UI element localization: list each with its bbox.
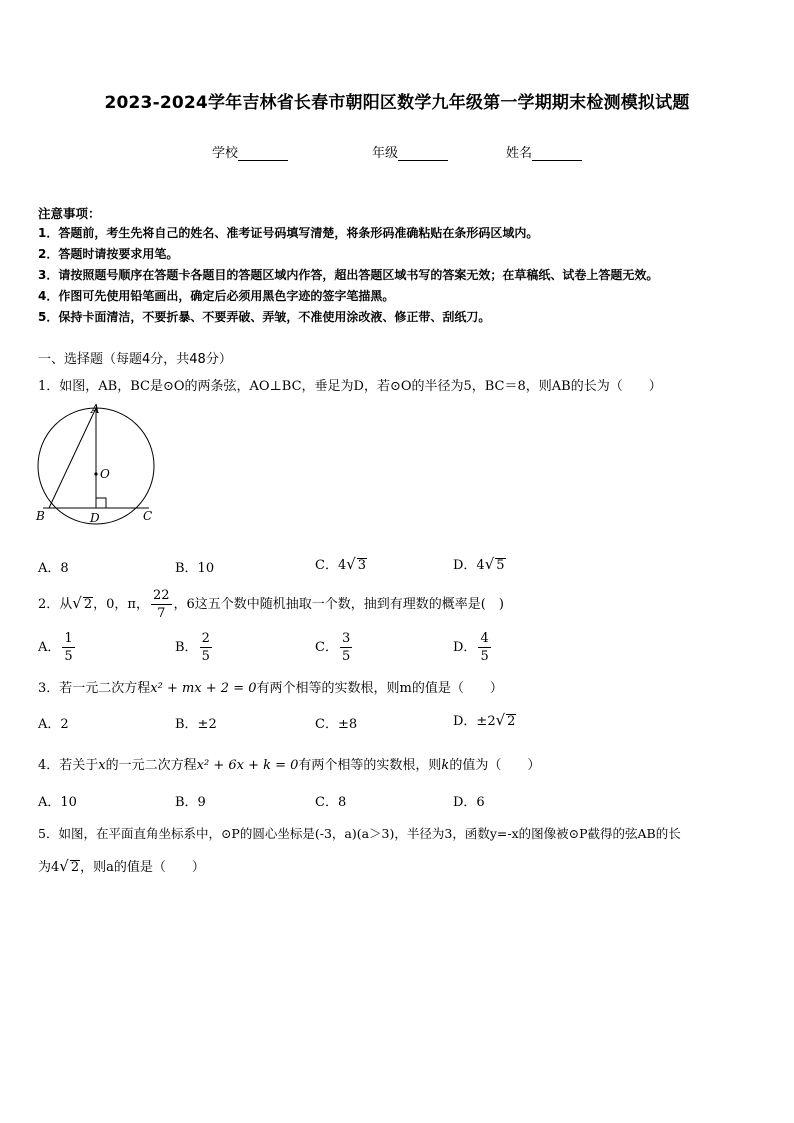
- q3-option-a[interactable]: A．2: [38, 717, 69, 732]
- q2-opt-label: A．: [38, 640, 61, 655]
- q2-opt-label: C．: [315, 640, 338, 655]
- q2-opt-label: D．: [453, 640, 477, 655]
- label-b: B: [36, 509, 45, 523]
- q4-part: 4．若关于: [38, 758, 99, 773]
- q2-option-a[interactable]: [38, 630, 77, 665]
- label-a: A: [91, 402, 100, 416]
- question-1-text: 1．如图，AB，BC是⊙O的两条弦，AO⊥BC，垂足为D，若⊙O的半径为5，BC＝8，则AB的长为（ ）: [38, 379, 662, 394]
- q2-part: ，6这五个数中随机抽取一个数，抽到有理数的概率是( ): [173, 597, 504, 612]
- q2-opt-label: B．: [175, 640, 198, 655]
- q4-option-c[interactable]: C．8: [315, 795, 347, 810]
- q1-option-d-prefix: D．4: [453, 558, 485, 573]
- segment-ab: [49, 408, 96, 508]
- q1-option-c-prefix: C．4: [315, 558, 347, 573]
- q4-part: 的一元二次方程: [105, 758, 197, 773]
- name-label: 姓名: [506, 146, 533, 161]
- q2-opt-frac: [200, 630, 212, 665]
- school-blank[interactable]: [238, 148, 288, 161]
- frac-den: 5: [480, 649, 489, 664]
- q2-option-c[interactable]: [315, 630, 354, 665]
- note-item: 1．答题前，考生先将自己的姓名、准考证号码填写清楚，将条形码准确粘贴在条形码区域内。: [38, 226, 539, 240]
- question-5-line2: 为4√ 2，则a的值是（ ）: [38, 857, 205, 875]
- frac-den: 5: [64, 649, 73, 664]
- frac-den: 5: [201, 649, 210, 664]
- question-2-text: 2．从√ 2，0，π， $\frac{22}{7}$ ，6这五个数中随机抽取一个数，抽到有理数的概率是( ): [38, 588, 504, 621]
- grade-blank[interactable]: [398, 148, 448, 161]
- q3-equation: x² + mx + 2 = 0: [150, 681, 257, 696]
- page-title: 2023-2024学年吉林省长春市朝阳区数学九年级第一学期期末检测模拟试题: [104, 93, 690, 113]
- frac-num: 2: [201, 631, 210, 646]
- note-item: 5．保持卡面清洁，不要折暴、不要弄破、弄皱，不准使用涂改液、修正带、刮纸刀。: [38, 310, 491, 324]
- school-field: [212, 142, 288, 161]
- center-point: [94, 472, 97, 475]
- q4-option-a[interactable]: A．10: [38, 795, 77, 810]
- section-heading: 一、选择题（每题4分，共48分）: [38, 352, 232, 367]
- q2-option-d[interactable]: [453, 630, 493, 665]
- question-5-text: 5．如图，在平面直角坐标系中，⊙P的圆心坐标是(-3，a)(a＞3)，半径为3，函数y=-x的图像被⊙P截得的弦AB的长: [38, 826, 681, 841]
- q5-part: ，则a的值是（ ）: [80, 860, 205, 875]
- q3-part: 3．若一元二次方程: [38, 681, 151, 696]
- label-d: D: [90, 511, 100, 525]
- grade-label: 年级: [372, 146, 399, 161]
- note-item: 3．请按照题号顺序在答题卡各题目的答题区域内作答，超出答题区域书写的答案无效；在草稿纸、试卷上答题无效。: [38, 268, 659, 282]
- name-field: [506, 142, 582, 161]
- q4-var: x: [98, 758, 106, 773]
- q3-option-d-radicand: 2: [507, 714, 516, 729]
- right-angle-mark: [96, 498, 106, 508]
- q4-part: 的值为（ ）: [449, 758, 541, 773]
- q4-equation: x² + 6x + k = 0: [196, 758, 299, 773]
- q1-option-d-radicand: 5: [496, 558, 505, 573]
- q1-option-b[interactable]: B．10: [175, 561, 215, 576]
- note-item: 4．作图可先使用铅笔画出，确定后必须用黑色字迹的签字笔描黑。: [38, 289, 395, 303]
- frac-den: 5: [341, 649, 351, 664]
- school-label: 学校: [212, 146, 239, 161]
- q1-option-c-radicand: 3: [357, 558, 367, 573]
- note-item: 2．答题时请按要求用笔。: [38, 247, 179, 261]
- q4-var: k: [441, 758, 450, 773]
- q3-part: 有两个相等的实数根，则m的值是（ ）: [256, 681, 503, 696]
- frac-num: 4: [480, 631, 489, 646]
- question-3-text: [38, 677, 503, 696]
- q1-option-d[interactable]: D．4√ 5: [453, 555, 505, 573]
- q2-fraction: [151, 587, 172, 622]
- q2-part: 2．从: [38, 597, 73, 612]
- label-o: O: [100, 467, 110, 481]
- name-blank[interactable]: [532, 148, 582, 161]
- q4-option-d[interactable]: D．6: [453, 795, 485, 810]
- q2-frac-num: 22: [152, 588, 170, 603]
- frac-num: 3: [341, 631, 351, 646]
- notes-heading: 注意事项：: [38, 206, 101, 221]
- q3-option-d-prefix: D．±2: [453, 714, 496, 729]
- q2-radicand: 2: [83, 597, 93, 612]
- question-4-text: [38, 754, 540, 773]
- frac-num: 1: [64, 631, 73, 646]
- q2-opt-frac: [340, 630, 352, 665]
- q1-option-a[interactable]: A．8: [38, 561, 69, 576]
- q3-option-d[interactable]: D．±2√ 2: [453, 711, 516, 729]
- q4-option-b[interactable]: B．9: [175, 795, 206, 810]
- grade-field: [372, 142, 448, 161]
- q4-part: 有两个相等的实数根，则: [298, 758, 442, 773]
- q2-opt-frac: [62, 630, 74, 665]
- q2-frac-den: 7: [157, 606, 166, 621]
- q3-option-b[interactable]: B．±2: [175, 717, 217, 732]
- q2-part: ，0，π，: [93, 597, 149, 612]
- q2-opt-frac: [478, 630, 490, 665]
- circle-figure: [30, 400, 165, 530]
- q1-option-c[interactable]: C．4√ 3: [315, 555, 367, 573]
- q5-part: 为4: [38, 860, 60, 875]
- q3-option-c[interactable]: C．±8: [315, 717, 358, 732]
- q2-option-b[interactable]: [175, 630, 214, 665]
- label-c: C: [143, 509, 153, 523]
- q5-radicand: 2: [70, 860, 80, 875]
